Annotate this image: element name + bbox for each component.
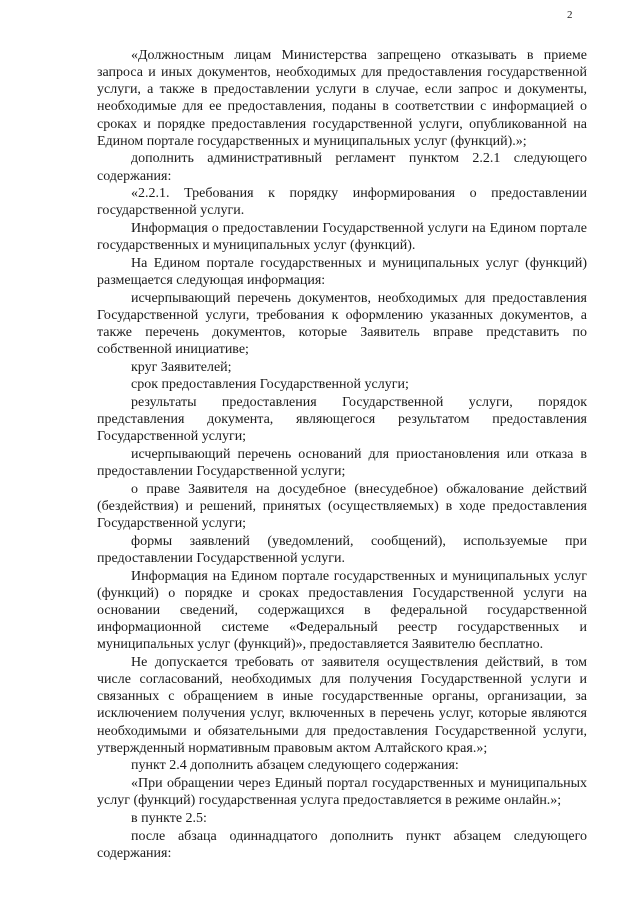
paragraph: Не допускается требовать от заявителя осуществления действий, в том числе согласований, необходимых для получения Государственной услуги и связанных с обращением в иные государственные органы, организации, за исключением получения услуг, включенных в перечень услуг, которые являются необходимыми и обязательными для предоставления Государственной услуги, утвержденный нормативным правовым актом Алтайского края.»;	[97, 654, 587, 756]
paragraph: результаты предоставления Государственной услуги, порядок представления документа, являющегося результатом предоставления Государственной услуги;	[97, 395, 587, 445]
paragraph: На Едином портале государственных и муниципальных услуг (функций) размещается следующая информация:	[97, 255, 587, 289]
paragraph: «При обращении через Единый портал государственных и муниципальных услуг (функций) государственная услуга предоставляется в режиме онлайн.»;	[97, 776, 587, 809]
paragraph: в пункте 2.5:	[131, 810, 207, 826]
paragraph: Информация на Едином портале государственных и муниципальных услуг (функций) о порядке и сроках предоставления Государственной услуги на основании сведений, содержащихся в федеральной государственной информационной системе «Федеральный реестр государственных и муниципальных услуг (функций)», предоставляется Заявителю бесплатно.	[97, 568, 587, 653]
paragraph: формы заявлений (уведомлений, сообщений), используемые при предоставлении Государственной услуги.	[97, 533, 587, 567]
paragraph: «2.2.1. Требования к порядку информирования о предоставлении государственной услуги.	[97, 186, 587, 219]
paragraph: исчерпывающий перечень документов, необходимых для предоставления Государственной услуги, требования к оформлению указанных документов, а также перечень документов, которые Заявитель вправе представить по собственной инициативе;	[97, 290, 587, 358]
page-number: 2	[567, 9, 573, 21]
paragraph: Информация о предоставлении Государственной услуги на Едином портале государственных и муниципальных услуг (функций).	[97, 221, 587, 254]
paragraph: круг Заявителей;	[131, 359, 232, 375]
document-body	[97, 47, 587, 862]
paragraph: срок предоставления Государственной услуги;	[131, 377, 409, 393]
paragraph: дополнить административный регламент пунктом 2.2.1 следующего содержания:	[97, 151, 587, 184]
paragraph: исчерпывающий перечень оснований для приостановления или отказа в предоставлении Государственной услуги;	[97, 447, 587, 480]
paragraph: пункт 2.4 дополнить абзацем следующего содержания:	[131, 758, 459, 774]
paragraph: «Должностным лицам Министерства запрещено отказывать в приеме запроса и иных документов, необходимых для предоставления государственной услуги, а также в предоставлении услуги в случае, если запрос и документы, необходимые для ее предоставления, поданы в соответствии с информацией о сроках и порядке предоставления государственной услуги, опубликованной на Едином портале государственных и муниципальных услуг (функций).»;	[97, 48, 587, 149]
paragraph: о праве Заявителя на досудебное (внесудебное) обжалование действий (бездействия) и решений, принятых (осуществляемых) в ходе предоставления Государственной услуги;	[97, 481, 587, 532]
paragraph: после абзаца одиннадцатого дополнить пункт абзацем следующего содержания:	[97, 828, 587, 861]
